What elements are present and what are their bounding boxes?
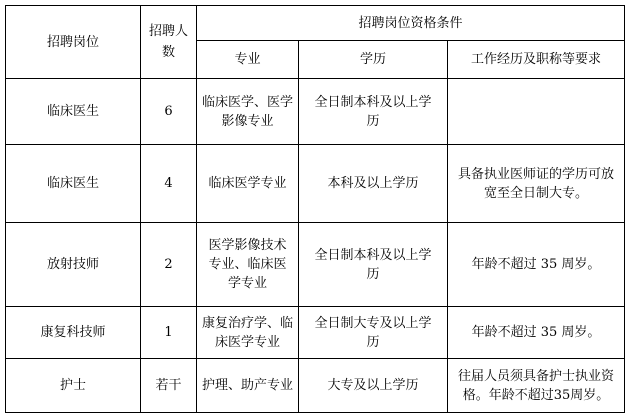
count-cell: 4 <box>141 145 197 223</box>
major-cell: 康复治疗学、临床医学专业 <box>197 307 299 359</box>
count-cell: 若干 <box>141 359 197 413</box>
education-cell: 本科及以上学历 <box>299 145 448 223</box>
education-cell: 全日制本科及以上学历 <box>299 79 448 145</box>
header-education: 学历 <box>299 41 448 79</box>
requirement-cell <box>448 79 625 145</box>
count-cell: 1 <box>141 307 197 359</box>
count-cell: 6 <box>141 79 197 145</box>
requirement-cell: 年龄不超过 35 周岁。 <box>448 307 625 359</box>
header-experience: 工作经历及职称等要求 <box>448 41 625 79</box>
post-cell: 护士 <box>6 359 141 413</box>
post-cell: 临床医生 <box>6 145 141 223</box>
major-cell: 护理、助产专业 <box>197 359 299 413</box>
count-cell: 2 <box>141 223 197 307</box>
header-post: 招聘岗位 <box>6 6 141 79</box>
header-row <box>6 6 625 41</box>
header-count: 招聘人数 <box>141 6 197 79</box>
education-cell: 大专及以上学历 <box>299 359 448 413</box>
major-cell: 临床医学、医学影像专业 <box>197 79 299 145</box>
header-conditions: 招聘岗位资格条件 <box>197 6 625 41</box>
table-row <box>6 223 625 307</box>
education-cell: 全日制本科及以上学历 <box>299 223 448 307</box>
table-row <box>6 359 625 413</box>
header-major: 专业 <box>197 41 299 79</box>
requirement-cell: 年龄不超过 35 周岁。 <box>448 223 625 307</box>
major-cell: 医学影像技术专业、临床医学专业 <box>197 223 299 307</box>
post-cell: 临床医生 <box>6 79 141 145</box>
table-row <box>6 307 625 359</box>
requirement-cell: 往届人员须具备护士执业资格。年龄不超过35周岁。 <box>448 359 625 413</box>
education-cell: 全日制大专及以上学历 <box>299 307 448 359</box>
major-cell: 临床医学专业 <box>197 145 299 223</box>
post-cell: 康复科技师 <box>6 307 141 359</box>
recruitment-table <box>5 5 625 413</box>
table-row <box>6 79 625 145</box>
table-row <box>6 145 625 223</box>
post-cell: 放射技师 <box>6 223 141 307</box>
requirement-cell: 具备执业医师证的学历可放宽至全日制大专。 <box>448 145 625 223</box>
